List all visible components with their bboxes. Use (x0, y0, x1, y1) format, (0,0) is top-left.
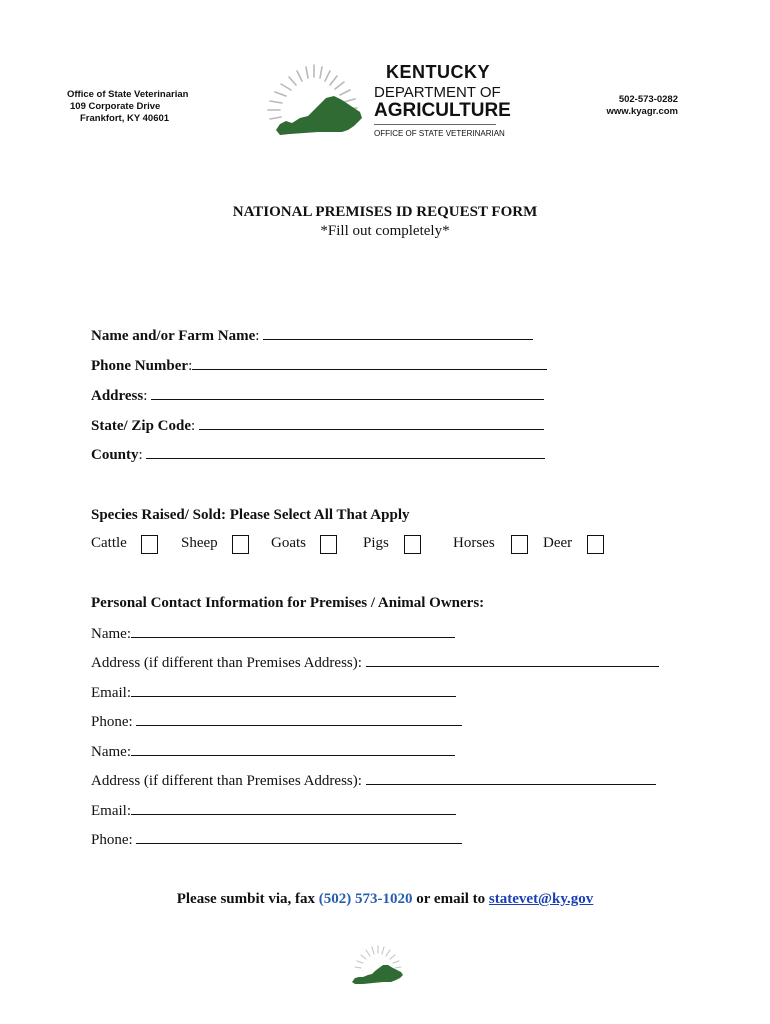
submit-middle: or email to (412, 891, 489, 907)
form-subtitle: *Fill out completely* (320, 223, 450, 239)
owner2-name-input-line[interactable] (131, 743, 455, 756)
field-address: Address: (91, 387, 544, 405)
field-label: Name and/or Farm Name (91, 328, 256, 344)
logo-divider (374, 124, 496, 125)
contact-row (91, 713, 462, 731)
checkbox-goats[interactable] (320, 535, 337, 554)
contact-label: Address (if different than Premises Address): (91, 655, 366, 671)
state-zip-input-line[interactable] (199, 417, 544, 430)
logo-kentucky: KENTUCKY (386, 62, 491, 82)
species-label-pigs: Pigs (363, 535, 389, 551)
contact-label: Phone: (91, 714, 137, 730)
field-farm-name: Name and/or Farm Name: (91, 327, 533, 345)
fax-number: (502) 573-1020 (318, 891, 413, 907)
logo-agriculture: AGRICULTURE (374, 100, 511, 121)
contact-label: Name: (91, 626, 131, 642)
contact-website: www.kyagr.com (606, 106, 678, 117)
field-county: County: (91, 446, 545, 464)
checkbox-pigs[interactable] (404, 535, 421, 554)
logo-department-of: DEPARTMENT OF (374, 84, 501, 101)
contact-row (91, 625, 455, 643)
owner2-email-input-line[interactable] (131, 802, 456, 815)
submit-prefix: Please sumbit via, fax (176, 891, 319, 907)
owner2-address-input-line[interactable] (366, 772, 656, 785)
county-input-line[interactable] (146, 446, 545, 459)
logo-office-subtitle: OFFICE OF STATE VETERINARIAN (374, 129, 505, 138)
checkbox-cattle[interactable] (141, 535, 158, 554)
owner1-email-input-line[interactable] (131, 684, 456, 697)
contact-row (91, 802, 456, 820)
contact-label: Phone: (91, 832, 137, 848)
office-name: Office of State Veterinarian (67, 89, 189, 100)
contact-row (91, 684, 456, 702)
field-phone-number: Phone Number: (91, 357, 547, 375)
species-heading: Species Raised/ Sold: Please Select All That Apply (91, 507, 410, 523)
field-label: State/ Zip Code (91, 418, 192, 434)
species-label-horses: Horses (453, 535, 495, 551)
species-label-sheep: Sheep (181, 535, 218, 551)
address-input-line[interactable] (151, 387, 544, 400)
contact-phone: 502-573-0282 (618, 94, 678, 105)
checkbox-deer[interactable] (587, 535, 604, 554)
field-state-zip: State/ Zip Code: (91, 417, 544, 435)
field-label: Address (91, 388, 144, 404)
office-street: 109 Corporate Drive (70, 101, 161, 112)
footer-kentucky-emblem (347, 944, 409, 988)
submit-instructions (0, 891, 770, 908)
owner1-phone-input-line[interactable] (136, 713, 462, 726)
contact-row (91, 831, 462, 849)
contact-label: Email: (91, 803, 131, 819)
contact-row (91, 772, 656, 790)
contact-heading: Personal Contact Information for Premises / Animal Owners: (91, 595, 485, 611)
owner1-address-input-line[interactable] (366, 654, 659, 667)
contact-label: Name: (91, 744, 131, 760)
owner2-phone-input-line[interactable] (136, 831, 462, 844)
contact-row (91, 654, 659, 672)
owner1-name-input-line[interactable] (131, 625, 455, 638)
kentucky-state-shape (276, 96, 362, 135)
phone-number-input-line[interactable] (192, 357, 547, 370)
checkbox-horses[interactable] (511, 535, 528, 554)
office-city: Frankfort, KY 40601 (80, 113, 170, 124)
contact-label: Address (if different than Premises Address): (91, 773, 366, 789)
contact-label: Email: (91, 685, 131, 701)
checkbox-sheep[interactable] (232, 535, 249, 554)
field-label: County (91, 447, 139, 463)
form-title: NATIONAL PREMISES ID REQUEST FORM (232, 204, 538, 220)
contact-row (91, 743, 455, 761)
species-label-cattle: Cattle (91, 535, 127, 551)
species-label-goats: Goats (271, 535, 306, 551)
species-label-deer: Deer (543, 535, 573, 551)
email-link[interactable]: statevet@ky.gov (488, 891, 594, 907)
farm-name-input-line[interactable] (263, 327, 533, 340)
field-label: Phone Number (91, 358, 189, 374)
office-address (67, 89, 188, 125)
contact-info (607, 94, 678, 118)
